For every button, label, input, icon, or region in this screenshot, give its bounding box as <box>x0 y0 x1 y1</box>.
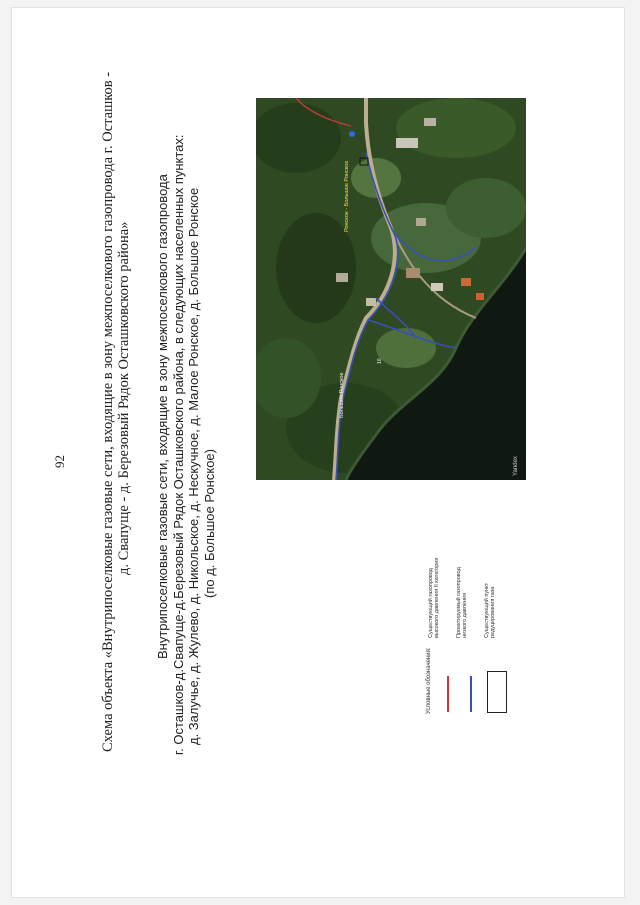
map-village-label: Большое Ронское <box>339 372 345 418</box>
document-title-line-1: Схема объекта «Внутрипоселковые газовые сети, входящие в зону межпоселкового газопровода г. Осташков - <box>100 71 116 752</box>
legend-reduction-point-box <box>487 671 507 713</box>
subtitle-line-1: Внутрипоселковые газовые сети, входящие в зону межпоселкового газопровода <box>155 174 170 659</box>
document-title-line-2: д. Свапуще - д. Березовый Рядок Осташковского района» <box>116 221 132 575</box>
legend-item-3-line-2: редуцирования газа <box>490 586 496 638</box>
subtitle-line-4: (по д. Большое Ронское) <box>202 449 217 598</box>
legend-item-3-line-1: Существующий пункт <box>484 582 490 638</box>
legend-item-1-line-1: Существующий газопровод <box>428 568 434 638</box>
legend-title: Условные обозначения: <box>426 647 432 714</box>
subtitle-line-2: г. Осташков-д.Свапуще-д.Березовый Рядок Осташковского района, в следующих населенных пунктах: <box>171 134 186 755</box>
page-number: 92 <box>52 455 67 468</box>
map-watermark: Yandex <box>513 456 519 476</box>
map-road-label: Ронское - Большое Ронское <box>344 160 350 232</box>
legend-item-2-line-2: низкого давления <box>462 592 468 638</box>
house-number-label: 10 <box>377 358 383 364</box>
map-marker-icon <box>349 131 355 137</box>
subtitle-line-3: д. Залучье, д. Жулево, д. Никольское, д. Нескучное, д. Малое Ронское, д. Большое Ронское <box>186 187 201 745</box>
satellite-map <box>256 98 526 480</box>
legend-existing-pipeline-line <box>447 676 449 712</box>
legend-item-1-line-2: высокого давления II категории <box>434 557 440 638</box>
legend-item-2-line-1: Проектируемый газопровод <box>456 567 462 638</box>
legend-planned-pipeline-line <box>470 676 472 712</box>
